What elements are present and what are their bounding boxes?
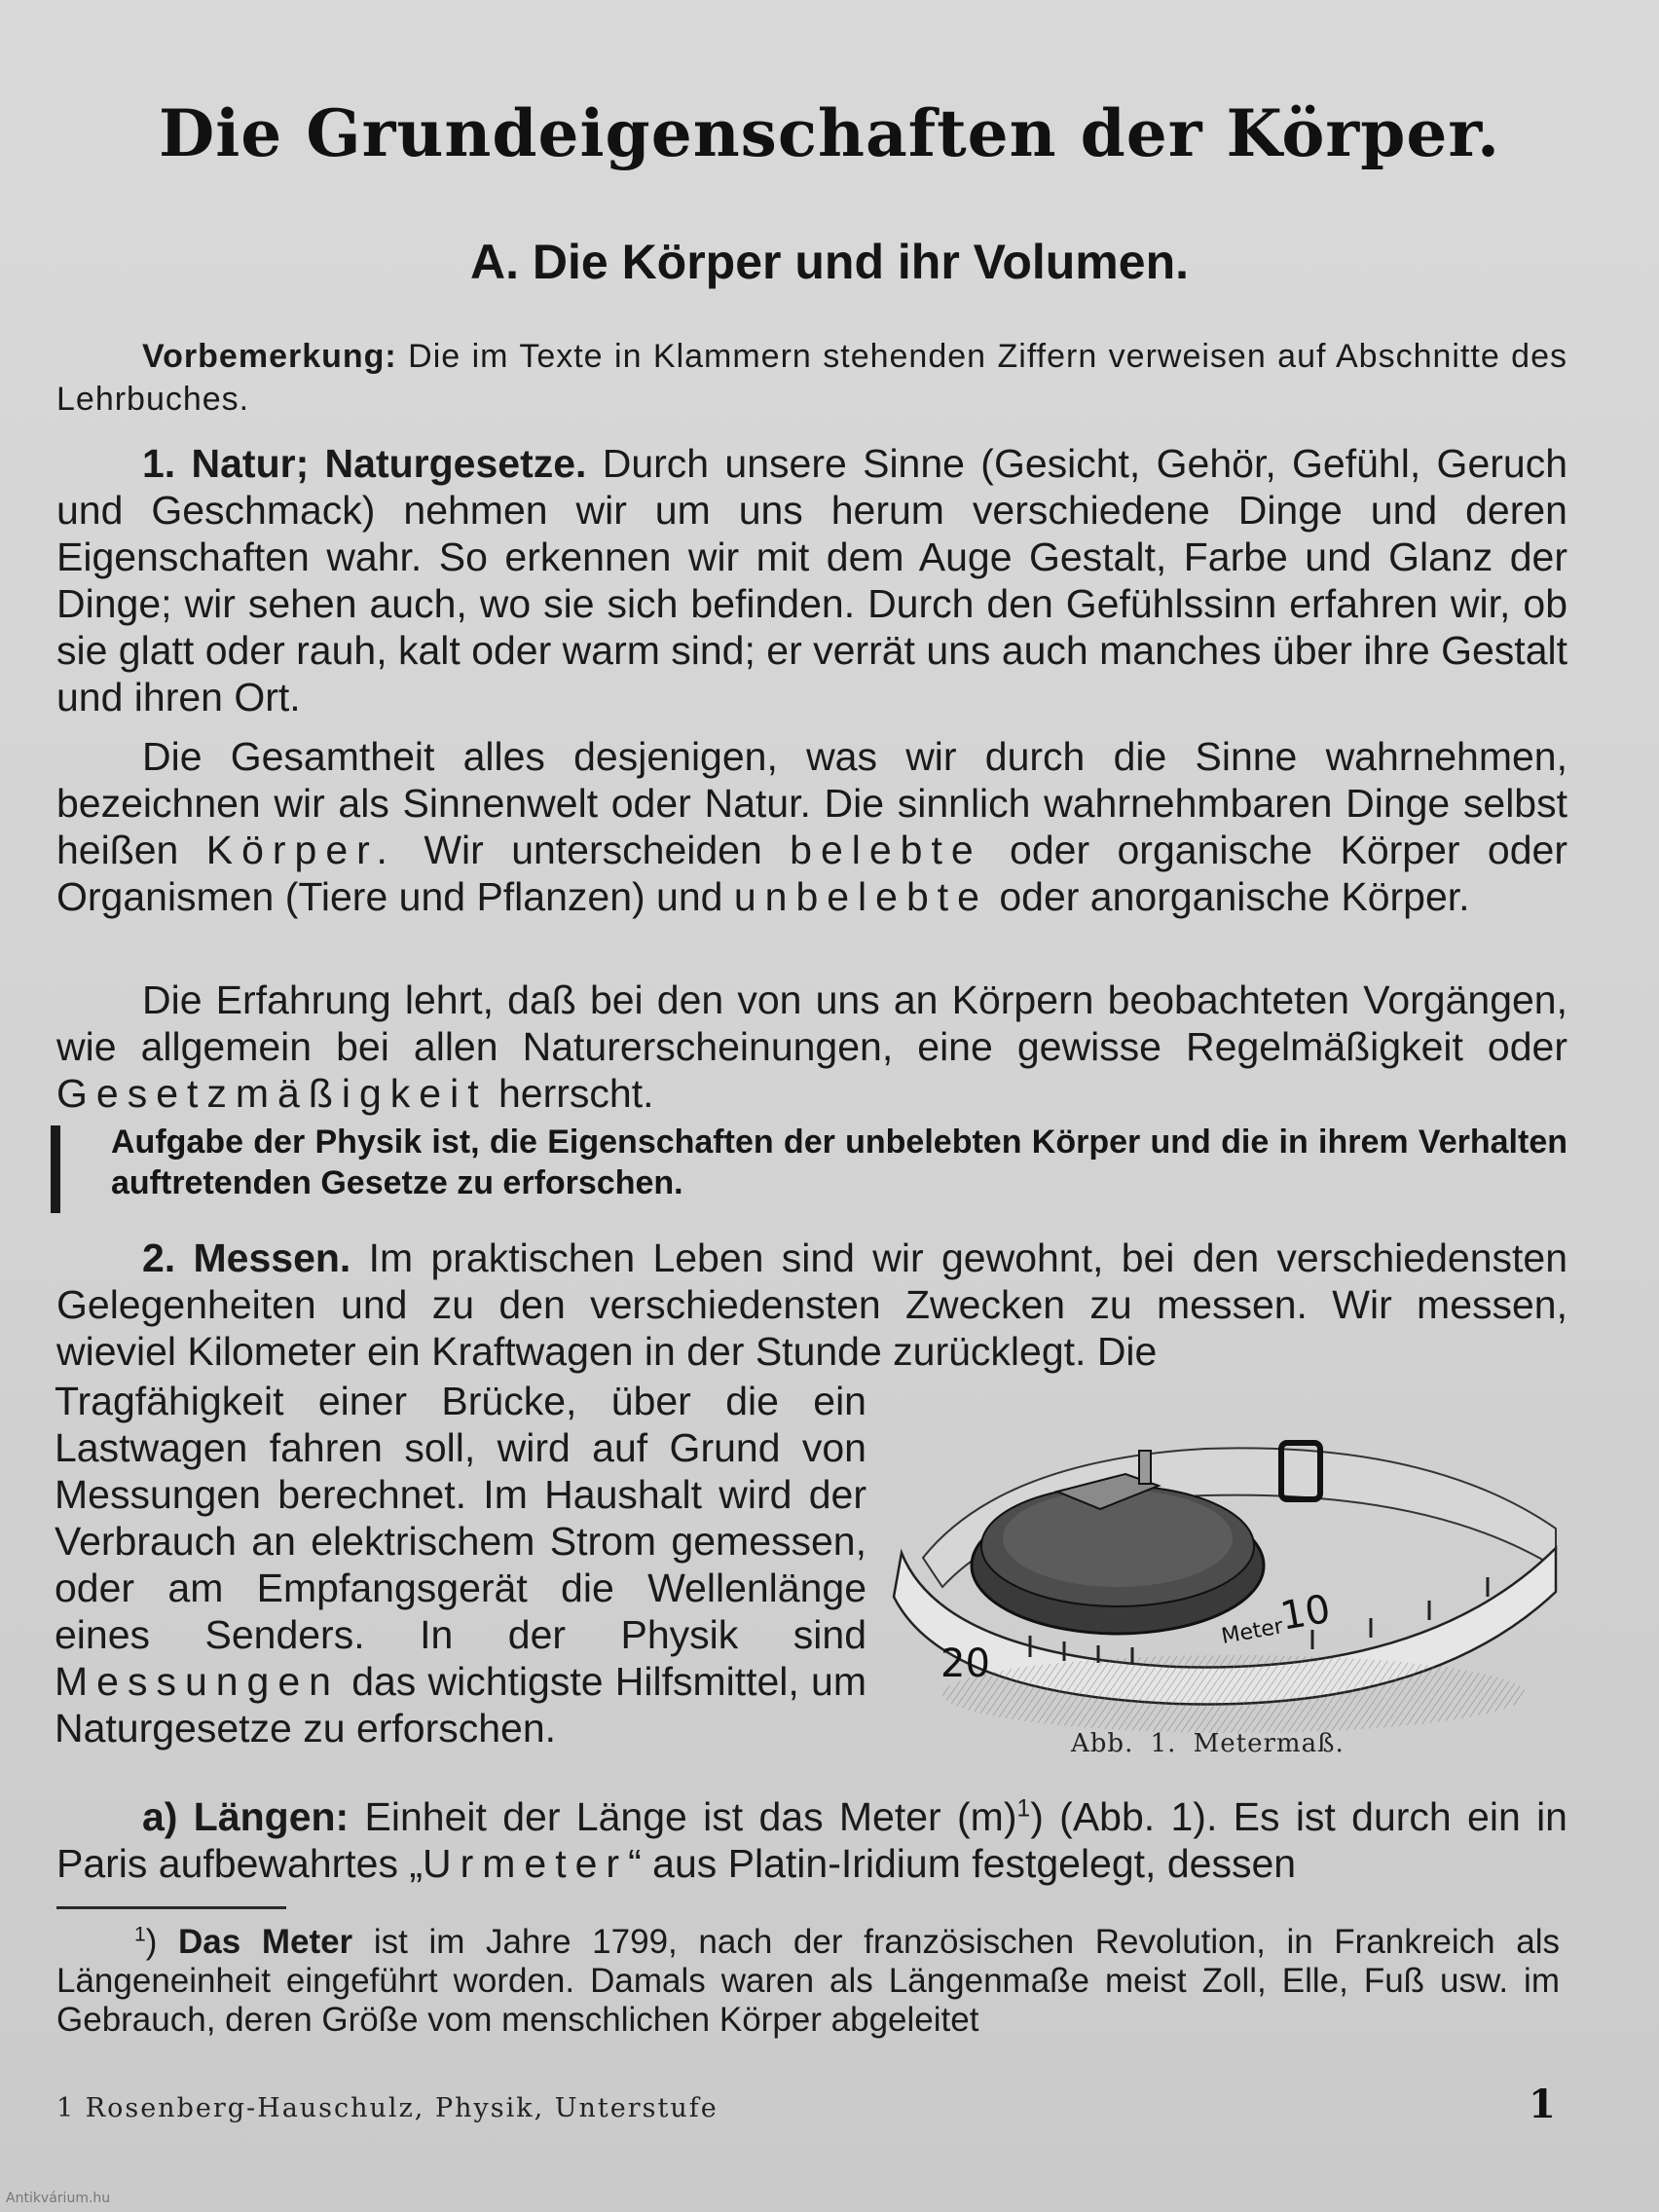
spaced-term-belebte: belebte	[790, 828, 982, 872]
section-2a-text-c: “ aus Platin-Iridium festgelegt, dessen	[628, 1841, 1297, 1886]
spaced-term-unbelebte: unbelebte	[733, 874, 988, 919]
footnote-paren: )	[145, 1923, 158, 1961]
section-2-heading: 2. Messen.	[142, 1235, 351, 1280]
section-2-continuation-text-a: Tragfähigkeit einer Brücke, über die ein Lastwagen fahren soll, wird auf Grund von Messungen berechnet. Im Haushalt wird der Verbrauch an elektrischem Strom gemessen, oder am Empfangsgerät die Wellenlänge eines Senders. In der Physik sind	[55, 1379, 866, 1657]
paragraph-2	[56, 733, 1567, 920]
tape-measure-illustration	[884, 1402, 1566, 1752]
section-1-paragraph	[56, 440, 1567, 720]
paragraph-3-text-b: herrscht.	[487, 1071, 654, 1116]
paragraph-2-text-a: Die Gesamtheit alles desjenigen, was wir durch die Sinne wahrnehmen, bezeichnen wir als Sinnenwelt oder Natur. Die sinnlich wahrnehmbaren Dinge selbst heißen	[56, 734, 1567, 872]
paragraph-2-text-d: oder anorganische Körper.	[987, 874, 1470, 919]
footnote	[56, 1923, 1560, 2040]
spaced-term-messungen: Messungen	[55, 1659, 340, 1704]
callout-text: Aufgabe der Physik ist, die Eigenschaften der unbelebten Körper und die in ihrem Verhalten auftretenden Gesetze zu erforschen.	[111, 1124, 1567, 1201]
paragraph-3	[56, 977, 1567, 1117]
main-title: Die Grundeigenschaften der Körper.	[158, 95, 1501, 171]
footnote-number: 1	[134, 1923, 146, 1946]
section-2a-heading: a) Längen:	[142, 1794, 350, 1839]
footnote-heading: Das Meter	[177, 1923, 353, 1961]
paragraph-2-text-b: Wir unterscheiden	[395, 828, 791, 872]
watermark: Antikvárium.hu	[6, 2191, 111, 2206]
section-heading: A. Die Körper und ihr Volumen.	[469, 235, 1189, 289]
page-number: 1	[1529, 2082, 1556, 2127]
note-label: Vorbemerkung:	[142, 338, 397, 375]
section-2a-text-b: ) (Abb. 1). Es ist durch ein in Paris aufbewahrtes „	[56, 1794, 1567, 1886]
section-2-continuation	[55, 1378, 866, 1751]
paragraph-2-text-c: oder organische Körper oder Organismen (Tiere und Pflanzen) und	[56, 828, 1567, 919]
section-2-paragraph	[56, 1235, 1567, 1375]
footnote-text: ist im Jahre 1799, nach der französischen Revolution, in Frankreich als Längeneinheit eingeführt worden. Damals waren als Längenmaße meist Zoll, Elle, Fuß usw. im Gebrauch, deren Größe vom menschlichen Körper abgeleitet	[56, 1923, 1561, 2039]
figure-caption: Abb. 1. Metermaß.	[1071, 1729, 1345, 1758]
spaced-term-urmeter: Urmeter	[423, 1841, 629, 1886]
section-2-text: Im praktischen Leben sind wir gewohnt, bei den verschiedensten Gelegenheiten und zu den verschiedensten Zwecken zu messen. Wir messen, wieviel Kilometer ein Kraftwagen in der Stunde zurücklegt. Die	[56, 1235, 1567, 1374]
section-1-heading: 1. Natur; Naturgesetze.	[142, 441, 587, 486]
note-text: Die im Texte in Klammern stehenden Ziffern verweisen auf Abschnitte des Lehrbuches.	[56, 338, 1567, 418]
tape-label-10: 10	[1276, 1586, 1334, 1640]
footnote-rule	[56, 1906, 286, 1909]
tape-label-meter: Meter	[1219, 1614, 1285, 1649]
spaced-term-koerper: Körper.	[205, 828, 396, 872]
section-1-text: Durch unsere Sinne (Gesicht, Gehör, Gefühl, Geruch und Geschmack) nehmen wir um uns herum verschiedene Dinge und deren Eigenschaften wahr. So erkennen wir mit dem Auge Gestalt, Farbe und Glanz der Dinge; wir sehen auch, wo sie sich befinden. Durch den Gefühlssinn erfahren wir, ob sie glatt oder rauh, kalt oder warm sind; er verrät uns auch manches über ihre Gestalt und ihren Ort.	[56, 441, 1568, 719]
printer-signature: 1 Rosenberg-Hauschulz, Physik, Unterstufe	[56, 2093, 719, 2123]
paragraph-3-text-a: Die Erfahrung lehrt, daß bei den von uns an Körpern beobachteten Vorgängen, wie allgemein bei allen Naturerscheinungen, eine gewisse Regelmäßigkeit oder	[56, 977, 1567, 1069]
callout-bar	[51, 1125, 60, 1213]
spaced-term-gesetzmaessigkeit: Gesetzmäßigkeit	[56, 1071, 488, 1116]
definition-callout	[51, 1122, 1569, 1211]
preliminary-note	[56, 335, 1567, 421]
section-2a-paragraph	[56, 1793, 1567, 1887]
section-2a-text-a: Einheit der Länge ist das Meter (m)	[349, 1794, 1017, 1839]
section-2-continuation-text-b: das wichtigste Hilfsmittel, um Naturgesetze zu erforschen.	[55, 1659, 866, 1751]
footnote-marker: 1	[1016, 1795, 1031, 1823]
tape-label-20: 20	[940, 1641, 990, 1686]
